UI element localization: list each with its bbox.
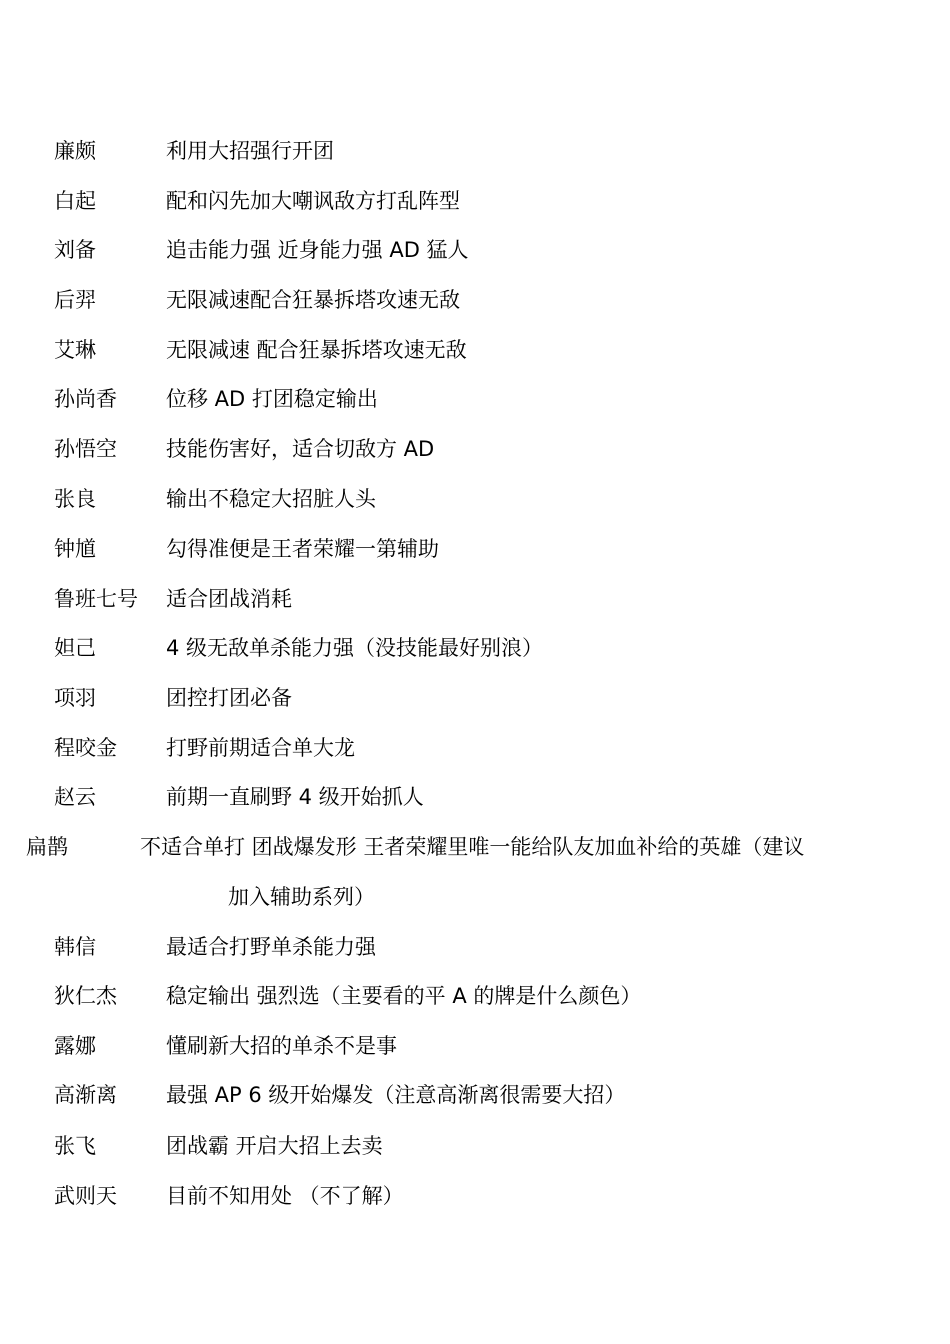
hero-name: 扁鹊 [26,835,68,859]
hero-name: 鲁班七号 [54,587,138,611]
hero-name: 赵云 [54,785,96,809]
hero-description: 利用大招强行开团 [166,139,334,163]
hero-row [0,534,950,584]
hero-name: 后羿 [54,288,96,312]
hero-description-continuation: 加入辅助系列） [228,885,375,909]
hero-row [0,285,950,335]
hero-row [0,1080,950,1130]
hero-row [0,782,950,832]
hero-name: 武则天 [54,1184,117,1208]
hero-description: 打野前期适合单大龙 [166,736,355,760]
hero-name: 妲己 [54,636,96,660]
hero-row [0,235,950,285]
hero-row [0,683,950,733]
hero-description: 配和闪先加大嘲讽敌方打乱阵型 [166,189,460,213]
hero-name: 孙悟空 [54,437,117,461]
hero-name: 张飞 [54,1134,96,1158]
hero-row [0,1131,950,1181]
hero-description: 团战霸 开启大招上去卖 [166,1134,383,1158]
hero-name: 露娜 [54,1034,96,1058]
hero-name: 高渐离 [54,1083,117,1107]
hero-row [0,335,950,385]
hero-description: 位移 AD 打团稳定输出 [166,387,378,411]
hero-description: 最强 AP 6 级开始爆发（注意高渐离很需要大招） [166,1083,626,1107]
hero-description: 适合团战消耗 [166,587,292,611]
hero-description: 不适合单打 团战爆发形 王者荣耀里唯一能给队友加血补给的英雄（建议 [140,835,805,859]
hero-description: 前期一直刷野 4 级开始抓人 [166,785,424,809]
hero-name: 张良 [54,487,96,511]
hero-description: 稳定输出 强烈选（主要看的平 A 的牌是什么颜色） [166,984,642,1008]
hero-name: 韩信 [54,935,96,959]
hero-name: 狄仁杰 [54,984,117,1008]
hero-row [0,1031,950,1081]
hero-row [0,136,950,186]
hero-row [0,932,950,982]
hero-description: 勾得准便是王者荣耀一第辅助 [166,537,439,561]
hero-name: 廉颇 [54,139,96,163]
hero-description: 团控打团必备 [166,686,292,710]
hero-row [0,186,950,236]
hero-description: 输出不稳定大招脏人头 [166,487,376,511]
hero-description: 懂刷新大招的单杀不是事 [166,1034,397,1058]
hero-description: 追击能力强 近身能力强 AD 猛人 [166,238,469,262]
hero-name: 程咬金 [54,736,117,760]
hero-name: 刘备 [54,238,96,262]
hero-row [0,584,950,634]
hero-row [0,434,950,484]
hero-name: 艾琳 [54,338,96,362]
hero-row [0,484,950,534]
hero-row [0,733,950,783]
hero-name: 白起 [54,189,96,213]
hero-description: 技能伤害好，适合切敌方 AD [166,437,435,461]
hero-name: 项羽 [54,686,96,710]
hero-name: 孙尚香 [54,387,117,411]
hero-description: 目前不知用处 （不了解） [166,1184,404,1208]
hero-row [0,981,950,1031]
hero-description: 无限减速配合狂暴拆塔攻速无敌 [166,288,460,312]
hero-row [0,633,950,683]
hero-row [0,1181,950,1231]
hero-description: 最适合打野单杀能力强 [166,935,376,959]
hero-row-special [0,832,950,882]
hero-row [0,384,950,434]
hero-description: 4 级无敌单杀能力强（没技能最好别浪） [166,636,544,660]
hero-description: 无限减速 配合狂暴拆塔攻速无敌 [166,338,467,362]
hero-name: 钟馗 [54,537,96,561]
hero-row-continuation [0,882,950,932]
